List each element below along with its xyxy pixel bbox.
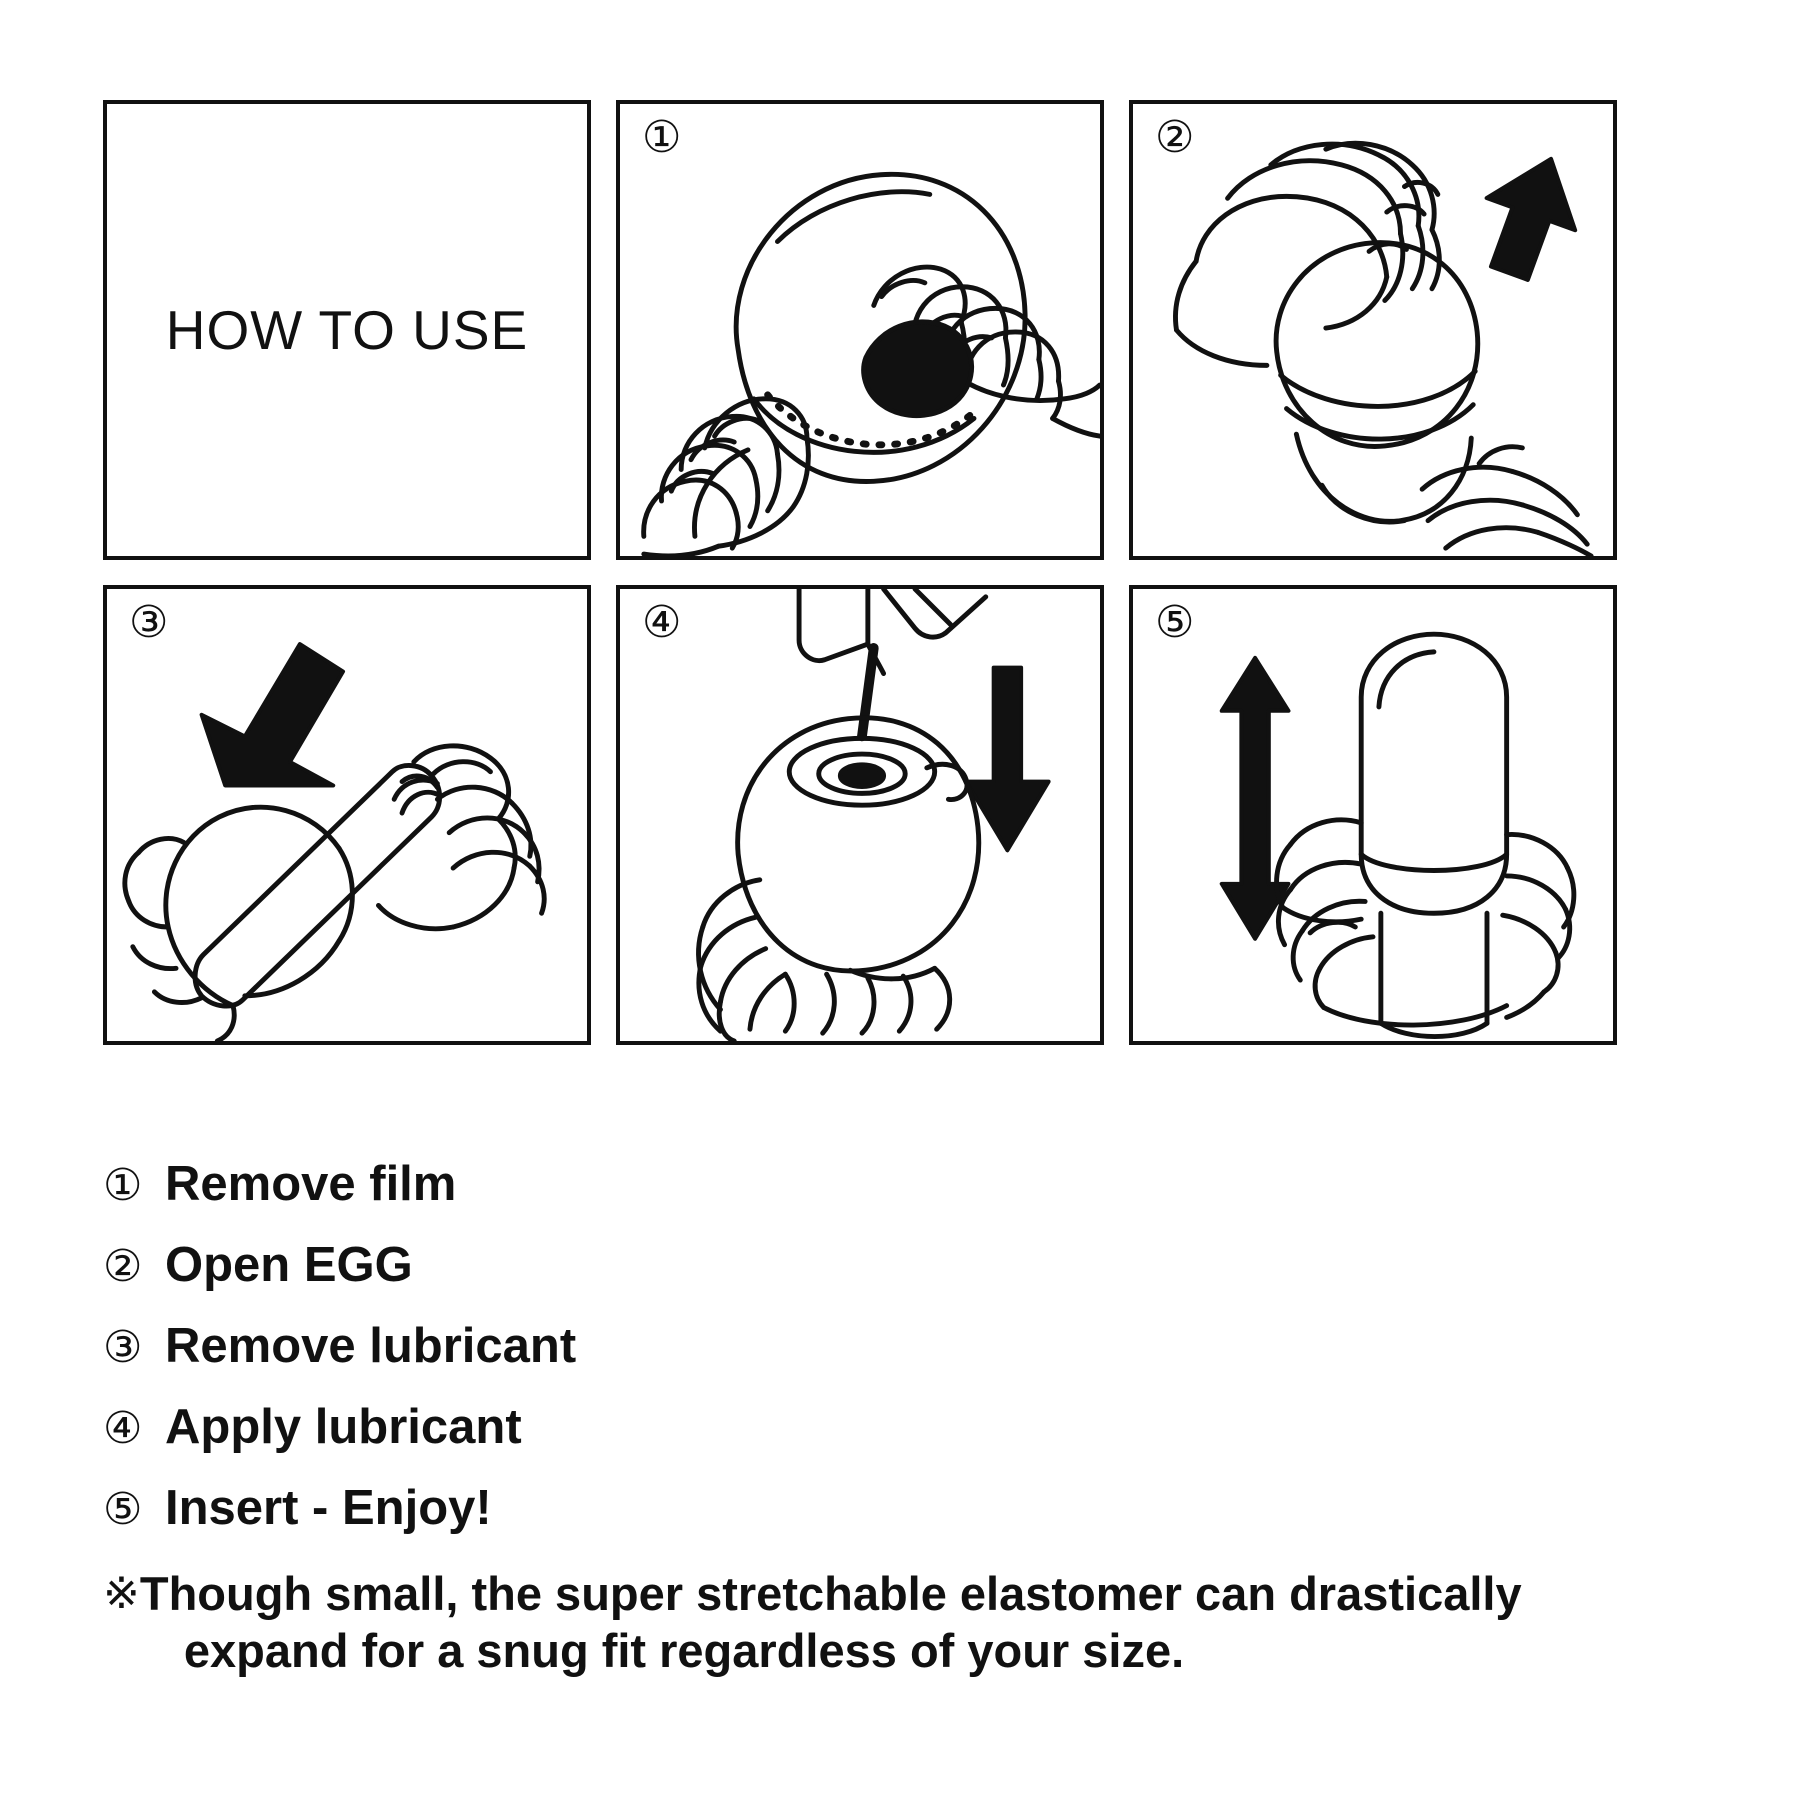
panel-title-card	[103, 100, 591, 560]
list-item-step-2	[103, 1238, 1723, 1292]
illustration-open-egg	[1133, 104, 1613, 556]
step-marker-5: ⑤	[103, 1484, 143, 1535]
footnote-text	[140, 1565, 1522, 1680]
panel-step-5	[1129, 585, 1617, 1045]
step-label-5: Insert - Enjoy!	[165, 1481, 492, 1535]
list-item-step-3	[103, 1319, 1723, 1373]
footnote-mark: ※	[103, 1568, 140, 1619]
list-item-step-5	[103, 1481, 1723, 1535]
footnote-line-2: expand for a snug fit regardless of your size.	[183, 1624, 1185, 1678]
step-label-3: Remove lubricant	[165, 1319, 577, 1373]
panel-step-1	[616, 100, 1104, 560]
illustration-remove-film	[620, 104, 1100, 556]
footnote-line-1: Though small, the super stretchable elastomer can drastically	[139, 1567, 1522, 1620]
illustration-panel-grid	[103, 100, 1663, 1045]
step-marker-3: ③	[103, 1322, 143, 1373]
step-marker-2: ②	[103, 1241, 143, 1292]
illustration-remove-lubricant	[107, 589, 587, 1041]
panel-step-4	[616, 585, 1104, 1045]
step-number-4: ④	[642, 597, 682, 648]
step-marker-4: ④	[103, 1403, 143, 1454]
illustration-apply-lubricant	[620, 589, 1100, 1041]
step-number-3: ③	[129, 597, 169, 648]
page-title: HOW TO USE	[165, 299, 529, 361]
step-label-1: Remove film	[165, 1157, 457, 1211]
step-number-5: ⑤	[1155, 597, 1195, 648]
step-label-4: Apply lubricant	[165, 1400, 522, 1454]
footnote	[103, 1565, 1723, 1680]
panel-step-3	[103, 585, 591, 1045]
steps-caption-list	[103, 1157, 1723, 1680]
panel-step-2	[1129, 100, 1617, 560]
step-number-2: ②	[1155, 112, 1195, 163]
step-label-2: Open EGG	[165, 1238, 413, 1292]
step-marker-1: ①	[103, 1160, 143, 1211]
step-number-1: ①	[642, 112, 682, 163]
illustration-insert-enjoy	[1133, 589, 1613, 1041]
list-item-step-4	[103, 1400, 1723, 1454]
list-item-step-1	[103, 1157, 1723, 1211]
